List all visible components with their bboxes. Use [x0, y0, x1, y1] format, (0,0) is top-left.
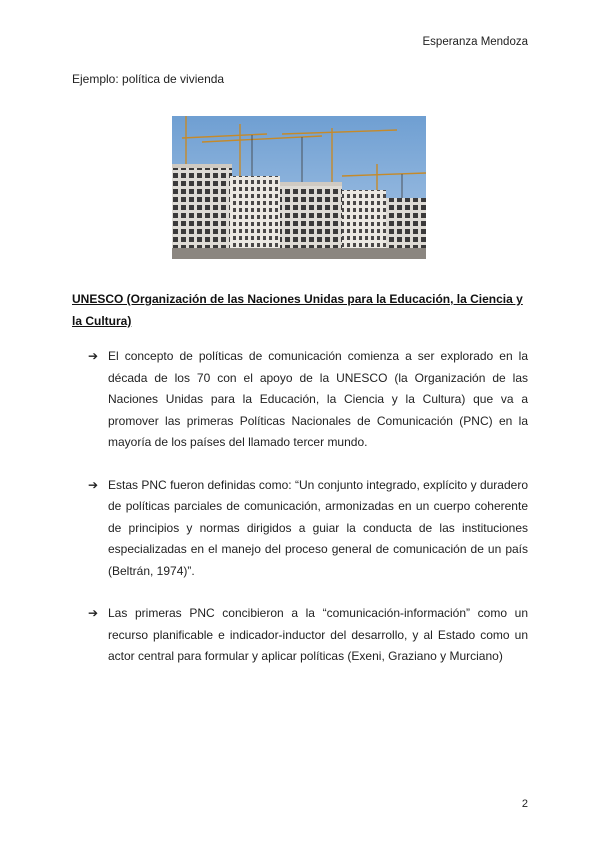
list-item-text: Estas PNC fueron definidas como: “Un conjunto integrado, explícito y duradero de políticas parciales de comunicación, armonizadas en un cuerpo coherente de principios y normas dirigidos a guiar la conducta de las instituciones especializadas en el manejo del proceso general de comunicación de un país (Beltrán, 1974)”. — [108, 477, 528, 578]
list-item — [88, 346, 528, 454]
example-label: Ejemplo: política de vivienda — [72, 72, 225, 86]
bullet-list — [88, 346, 528, 668]
page-number: 2 — [521, 798, 528, 810]
section-title: UNESCO (Organización de las Naciones Unidas para la Educación, la Ciencia y la Cultura) — [72, 292, 523, 328]
list-item — [88, 603, 528, 668]
arrow-right-icon: ➔ — [88, 477, 99, 492]
list-item — [88, 475, 528, 583]
header-author: Esperanza Mendoza — [422, 36, 528, 48]
arrow-right-icon: ➔ — [88, 606, 99, 620]
arrow-right-icon: ➔ — [88, 349, 99, 363]
list-item-text: El concepto de políticas de comunicación comienza a ser explorado en la década de los 70 con el apoyo de la UNESCO (la Organización de las Naciones Unidas para la Educación, la Ciencia y la Cultura) que va a promover las primeras Políticas Nacionales de Comunicación (PNC) en la mayoría de los países del llamado tercer mundo. — [108, 349, 528, 449]
list-item-text: Las primeras PNC concibieron a la “comunicación-información” como un recurso planificable e indicador-inductor del desarrollo, y al Estado como un actor central para formular y aplicar políticas (Exeni, Graziano y Murciano) — [108, 606, 528, 663]
construction-photo — [172, 116, 426, 259]
